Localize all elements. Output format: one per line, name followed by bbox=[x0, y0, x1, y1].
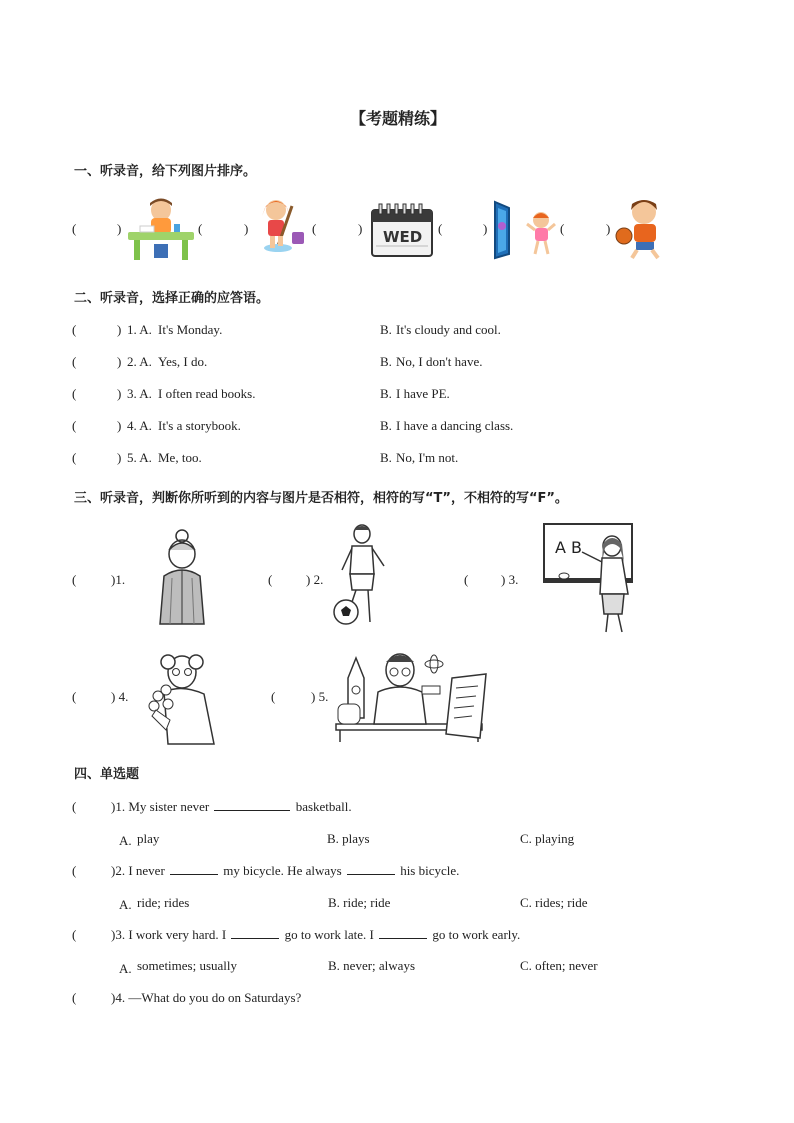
s2-b-label: B. bbox=[380, 418, 392, 433]
q3-answer-blank-1[interactable] bbox=[231, 927, 279, 939]
blackboard-text: A B bbox=[555, 538, 583, 557]
grandma-icon bbox=[156, 528, 208, 626]
s1-paren-open-4: ( bbox=[438, 221, 443, 236]
grandpa-flowers-icon bbox=[146, 650, 218, 746]
s2-option-b: No, I don't have. bbox=[396, 354, 483, 369]
page-title: 【考题精练】 bbox=[350, 109, 447, 128]
q2-option-a: ride; rides bbox=[137, 895, 190, 910]
scientist-icon bbox=[334, 648, 488, 744]
s2-paren-close: ) bbox=[117, 450, 122, 465]
girl-mopping-icon bbox=[252, 196, 310, 256]
q2-option-c: C. rides; ride bbox=[520, 895, 588, 910]
q1-stem-pre: )1. My sister never bbox=[111, 799, 210, 814]
s2-paren-open: ( bbox=[72, 354, 77, 369]
s2-paren-close: ) bbox=[117, 322, 122, 337]
q3-stem-mid: go to work late. I bbox=[284, 927, 374, 942]
s2-option-b: I have a dancing class. bbox=[396, 418, 514, 433]
student-at-desk-icon bbox=[124, 196, 198, 262]
s2-b-label: B. bbox=[380, 322, 392, 337]
s4-paren-open-4: ( bbox=[72, 990, 77, 1005]
q1-a-label: A. bbox=[119, 833, 132, 848]
s2-num: 1. A. bbox=[127, 322, 152, 337]
s2-paren-close: ) bbox=[117, 354, 122, 369]
s1-paren-close-5: ) bbox=[606, 221, 611, 236]
q1-answer-blank[interactable] bbox=[214, 799, 290, 811]
s3-paren-open-4: ( bbox=[72, 689, 77, 704]
q2-option-b: B. ride; ride bbox=[328, 895, 391, 910]
s2-paren-close: ) bbox=[117, 418, 122, 433]
s2-b-label: B. bbox=[380, 450, 392, 465]
q2-stem-post: his bicycle. bbox=[400, 863, 460, 878]
s2-option-a: It's Monday. bbox=[158, 322, 223, 337]
s4-paren-open-3: ( bbox=[72, 927, 77, 942]
s1-paren-close-1: ) bbox=[117, 221, 122, 236]
s2-paren-open: ( bbox=[72, 322, 77, 337]
q3-stem-post: go to work early. bbox=[432, 927, 521, 942]
s1-paren-open-1: ( bbox=[72, 221, 77, 236]
s1-paren-open-2: ( bbox=[198, 221, 203, 236]
section4-heading: 四、单选题 bbox=[74, 767, 140, 782]
s2-num: 2. A. bbox=[127, 354, 152, 369]
section2-heading: 二、听录音，选择正确的应答语。 bbox=[74, 291, 270, 306]
q2-stem-pre: )2. I never bbox=[111, 863, 165, 878]
q3-option-c: C. often; never bbox=[520, 958, 598, 973]
q1-option-b: B. plays bbox=[327, 831, 370, 846]
s4-paren-open-2: ( bbox=[72, 863, 77, 878]
s2-option-a: I often read books. bbox=[158, 386, 256, 401]
tv-and-girl-icon bbox=[491, 198, 559, 260]
s4-question-1 bbox=[111, 799, 352, 815]
s3-paren-open-5: ( bbox=[271, 689, 276, 704]
s1-paren-close-2: ) bbox=[244, 221, 249, 236]
s3-paren-open-2: ( bbox=[268, 572, 273, 587]
q2-a-label: A. bbox=[119, 897, 132, 912]
s4-paren-open-1: ( bbox=[72, 799, 77, 814]
q1-option-a: play bbox=[137, 831, 160, 846]
s2-option-b: I have PE. bbox=[396, 386, 450, 401]
s2-paren-open: ( bbox=[72, 418, 77, 433]
section3-heading: 三、听录音，判断你所听到的内容与图片是否相符，相符的写“T”，不相符的写“F”。 bbox=[74, 491, 568, 506]
s4-question-3 bbox=[111, 927, 520, 943]
s1-paren-close-3: ) bbox=[358, 221, 363, 236]
s2-num: 3. A. bbox=[127, 386, 152, 401]
boy-soccer-icon bbox=[332, 522, 392, 628]
q3-option-a: sometimes; usually bbox=[137, 958, 238, 973]
q2-stem-mid: my bicycle. He always bbox=[223, 863, 342, 878]
s4-question-4: )4. —What do you do on Saturdays? bbox=[111, 990, 302, 1005]
s3-num-4: ) 4. bbox=[111, 689, 129, 704]
q3-stem-pre: )3. I work very hard. I bbox=[111, 927, 227, 942]
calendar-day-text: WED bbox=[383, 228, 423, 246]
s1-paren-open-3: ( bbox=[312, 221, 317, 236]
s1-paren-close-4: ) bbox=[483, 221, 488, 236]
q2-answer-blank-2[interactable] bbox=[347, 863, 395, 875]
q1-option-c: C. playing bbox=[520, 831, 575, 846]
q3-a-label: A. bbox=[119, 961, 132, 976]
s1-paren-open-5: ( bbox=[560, 221, 565, 236]
s2-b-label: B. bbox=[380, 354, 392, 369]
s2-option-a: Me, too. bbox=[158, 450, 202, 465]
s2-num: 4. A. bbox=[127, 418, 152, 433]
s2-paren-close: ) bbox=[117, 386, 122, 401]
s3-paren-open-1: ( bbox=[72, 572, 77, 587]
s2-paren-open: ( bbox=[72, 386, 77, 401]
s3-num-5: ) 5. bbox=[311, 689, 329, 704]
s3-paren-open-3: ( bbox=[464, 572, 469, 587]
q3-answer-blank-2[interactable] bbox=[379, 927, 427, 939]
s2-paren-open: ( bbox=[72, 450, 77, 465]
s2-option-b: It's cloudy and cool. bbox=[396, 322, 501, 337]
section1-heading: 一、听录音，给下列图片排序。 bbox=[74, 164, 257, 179]
s2-option-b: No, I'm not. bbox=[396, 450, 459, 465]
boy-basketball-icon bbox=[614, 196, 670, 260]
s2-option-a: It's a storybook. bbox=[158, 418, 241, 433]
s3-num-2: ) 2. bbox=[306, 572, 324, 587]
s3-num-1: )1. bbox=[111, 572, 126, 587]
s4-question-2 bbox=[111, 863, 459, 879]
s2-b-label: B. bbox=[380, 386, 392, 401]
q1-stem-post: basketball. bbox=[295, 799, 352, 814]
s3-num-3: ) 3. bbox=[501, 572, 519, 587]
s2-option-a: Yes, I do. bbox=[158, 354, 208, 369]
q3-option-b: B. never; always bbox=[328, 958, 416, 973]
q2-answer-blank-1[interactable] bbox=[170, 863, 218, 875]
s2-num: 5. A. bbox=[127, 450, 152, 465]
